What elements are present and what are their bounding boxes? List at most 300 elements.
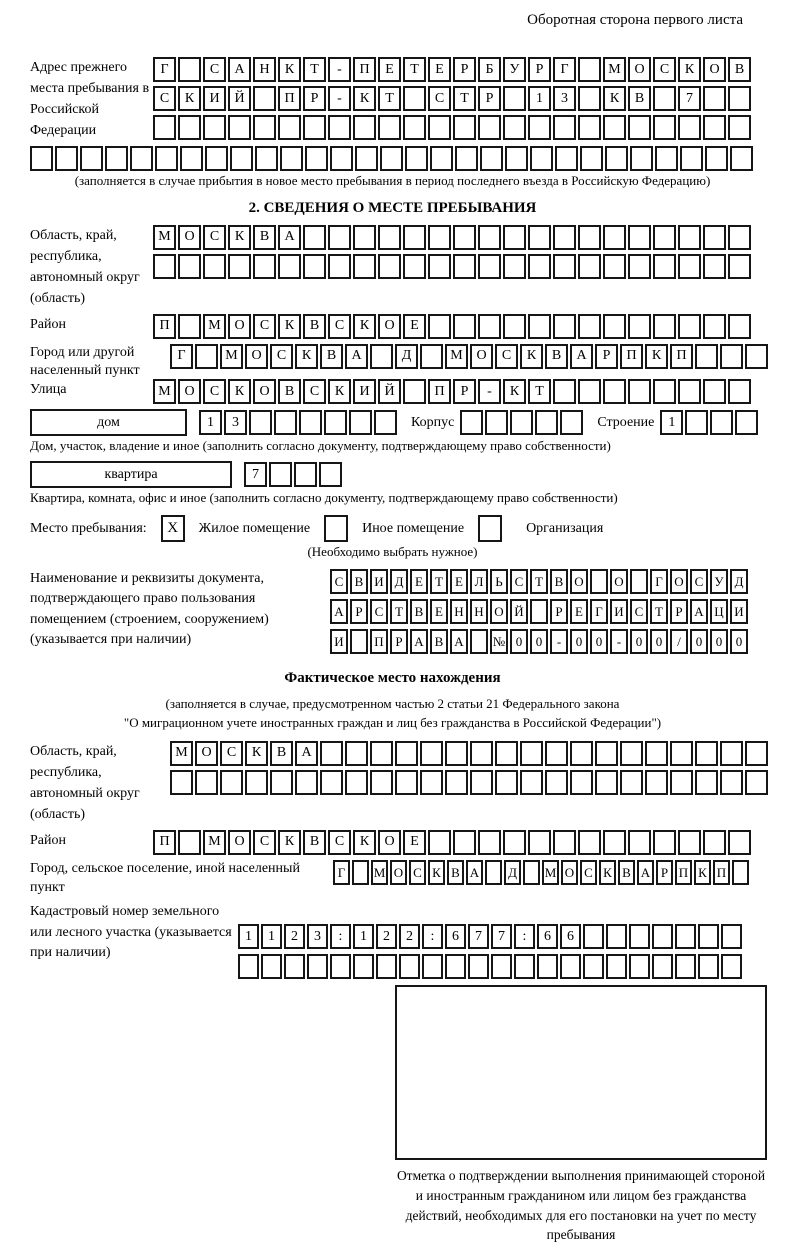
form-cell[interactable]	[303, 115, 326, 140]
form-cell[interactable]: А	[345, 344, 368, 369]
form-cell[interactable]: С	[330, 569, 348, 594]
form-cell[interactable]: О	[628, 57, 651, 82]
form-cell[interactable]: 1	[528, 86, 551, 111]
form-cell[interactable]: А	[228, 57, 251, 82]
form-cell[interactable]	[253, 86, 276, 111]
form-cell[interactable]: К	[353, 314, 376, 339]
form-cell[interactable]	[603, 830, 626, 855]
form-cell[interactable]	[220, 770, 243, 795]
form-cell[interactable]	[685, 410, 708, 435]
form-cell[interactable]	[274, 410, 297, 435]
form-cell[interactable]	[353, 954, 374, 979]
form-cell[interactable]	[478, 830, 501, 855]
form-cell[interactable]	[495, 741, 518, 766]
form-cell[interactable]: К	[278, 830, 301, 855]
form-cell[interactable]	[503, 225, 526, 250]
form-cell[interactable]: К	[678, 57, 701, 82]
form-cell[interactable]	[628, 115, 651, 140]
form-cell[interactable]: Г	[650, 569, 668, 594]
form-cell[interactable]: П	[278, 86, 301, 111]
form-cell[interactable]	[430, 146, 453, 171]
form-cell[interactable]: В	[410, 599, 428, 624]
form-cell[interactable]	[628, 225, 651, 250]
form-cell[interactable]	[583, 924, 604, 949]
form-cell[interactable]	[195, 344, 218, 369]
form-cell[interactable]	[328, 254, 351, 279]
form-cell[interactable]	[30, 146, 53, 171]
form-cell[interactable]: В	[350, 569, 368, 594]
form-cell[interactable]: К	[353, 830, 376, 855]
form-cell[interactable]	[230, 146, 253, 171]
form-cell[interactable]	[606, 954, 627, 979]
form-cell[interactable]	[324, 410, 347, 435]
form-cell[interactable]	[678, 225, 701, 250]
form-cell[interactable]	[503, 830, 526, 855]
form-cell[interactable]	[378, 115, 401, 140]
form-cell[interactable]	[695, 741, 718, 766]
form-cell[interactable]: С	[510, 569, 528, 594]
form-cell[interactable]	[261, 954, 282, 979]
form-cell[interactable]: 2	[399, 924, 420, 949]
form-cell[interactable]: К	[599, 860, 616, 885]
form-cell[interactable]	[255, 146, 278, 171]
form-cell[interactable]	[80, 146, 103, 171]
form-cell[interactable]	[319, 462, 342, 487]
form-cell[interactable]: 7	[678, 86, 701, 111]
form-cell[interactable]: К	[603, 86, 626, 111]
form-cell[interactable]	[678, 830, 701, 855]
form-cell[interactable]	[603, 225, 626, 250]
form-cell[interactable]	[728, 86, 751, 111]
form-cell[interactable]	[330, 146, 353, 171]
form-cell[interactable]	[698, 924, 719, 949]
form-cell[interactable]: В	[550, 569, 568, 594]
form-cell[interactable]: О	[561, 860, 578, 885]
form-cell[interactable]	[628, 379, 651, 404]
form-cell[interactable]: У	[710, 569, 728, 594]
form-cell[interactable]	[420, 770, 443, 795]
form-cell[interactable]: К	[503, 379, 526, 404]
form-cell[interactable]	[745, 741, 768, 766]
form-cell[interactable]: 1	[353, 924, 374, 949]
form-cell[interactable]: 0	[630, 629, 648, 654]
form-cell[interactable]: Н	[470, 599, 488, 624]
form-cell[interactable]: Е	[450, 569, 468, 594]
form-cell[interactable]	[455, 146, 478, 171]
form-cell[interactable]	[728, 254, 751, 279]
form-cell[interactable]: А	[278, 225, 301, 250]
form-cell[interactable]: К	[278, 314, 301, 339]
form-cell[interactable]	[370, 741, 393, 766]
form-cell[interactable]	[580, 146, 603, 171]
form-cell[interactable]	[320, 770, 343, 795]
form-cell[interactable]	[528, 254, 551, 279]
form-cell[interactable]	[745, 344, 768, 369]
form-cell[interactable]: -	[478, 379, 501, 404]
form-cell[interactable]: -	[610, 629, 628, 654]
form-cell[interactable]: Н	[450, 599, 468, 624]
form-cell[interactable]	[578, 254, 601, 279]
form-cell[interactable]	[653, 225, 676, 250]
form-cell[interactable]	[245, 770, 268, 795]
form-cell[interactable]	[503, 86, 526, 111]
form-cell[interactable]	[728, 225, 751, 250]
form-cell[interactable]	[675, 924, 696, 949]
form-cell[interactable]	[520, 770, 543, 795]
form-cell[interactable]: Ц	[710, 599, 728, 624]
form-cell[interactable]: П	[153, 314, 176, 339]
form-cell[interactable]	[345, 770, 368, 795]
form-cell[interactable]	[503, 115, 526, 140]
form-cell[interactable]	[320, 741, 343, 766]
form-cell[interactable]	[620, 770, 643, 795]
form-cell[interactable]: П	[428, 379, 451, 404]
form-cell[interactable]	[578, 86, 601, 111]
form-cell[interactable]	[628, 830, 651, 855]
form-cell[interactable]	[670, 741, 693, 766]
form-cell[interactable]: /	[670, 629, 688, 654]
form-cell[interactable]	[328, 115, 351, 140]
form-cell[interactable]: С	[370, 599, 388, 624]
form-cell[interactable]	[55, 146, 78, 171]
form-cell[interactable]: С	[580, 860, 597, 885]
form-cell[interactable]: Т	[403, 57, 426, 82]
form-cell[interactable]	[478, 225, 501, 250]
form-cell[interactable]	[603, 379, 626, 404]
form-cell[interactable]	[553, 379, 576, 404]
form-cell[interactable]	[453, 115, 476, 140]
form-cell[interactable]	[560, 954, 581, 979]
form-cell[interactable]	[606, 924, 627, 949]
form-cell[interactable]: М	[371, 860, 388, 885]
form-cell[interactable]	[720, 741, 743, 766]
form-cell[interactable]: И	[203, 86, 226, 111]
form-cell[interactable]	[428, 225, 451, 250]
form-cell[interactable]: 0	[730, 629, 748, 654]
form-cell[interactable]: О	[470, 344, 493, 369]
form-cell[interactable]	[403, 225, 426, 250]
form-cell[interactable]: Р	[303, 86, 326, 111]
form-cell[interactable]	[205, 146, 228, 171]
form-cell[interactable]: А	[690, 599, 708, 624]
form-cell[interactable]: Н	[253, 57, 276, 82]
form-cell[interactable]: Р	[656, 860, 673, 885]
form-cell[interactable]: В	[320, 344, 343, 369]
form-cell[interactable]: 3	[307, 924, 328, 949]
form-cell[interactable]	[195, 770, 218, 795]
form-cell[interactable]: С	[428, 86, 451, 111]
form-cell[interactable]	[628, 314, 651, 339]
form-cell[interactable]	[728, 379, 751, 404]
form-cell[interactable]	[468, 954, 489, 979]
form-cell[interactable]	[678, 379, 701, 404]
form-cell[interactable]: О	[390, 860, 407, 885]
form-cell[interactable]: О	[610, 569, 628, 594]
form-cell[interactable]	[478, 314, 501, 339]
form-cell[interactable]: К	[295, 344, 318, 369]
form-cell[interactable]: О	[178, 225, 201, 250]
checkbox-organization[interactable]	[478, 515, 502, 542]
form-cell[interactable]	[703, 115, 726, 140]
form-cell[interactable]: Д	[390, 569, 408, 594]
checkbox-other-premises[interactable]	[324, 515, 348, 542]
form-cell[interactable]: -	[328, 86, 351, 111]
form-cell[interactable]	[703, 830, 726, 855]
form-cell[interactable]: К	[328, 379, 351, 404]
form-cell[interactable]: Г	[170, 344, 193, 369]
form-cell[interactable]: Р	[550, 599, 568, 624]
form-cell[interactable]: 2	[284, 924, 305, 949]
form-cell[interactable]: К	[228, 225, 251, 250]
form-cell[interactable]	[710, 410, 733, 435]
form-cell[interactable]	[280, 146, 303, 171]
form-cell[interactable]	[353, 115, 376, 140]
form-cell[interactable]	[528, 115, 551, 140]
form-cell[interactable]	[478, 254, 501, 279]
form-cell[interactable]	[253, 254, 276, 279]
form-cell[interactable]: А	[295, 741, 318, 766]
form-cell[interactable]	[153, 254, 176, 279]
form-cell[interactable]: -	[550, 629, 568, 654]
form-cell[interactable]	[675, 954, 696, 979]
form-cell[interactable]	[503, 254, 526, 279]
form-cell[interactable]	[603, 254, 626, 279]
form-cell[interactable]	[420, 741, 443, 766]
form-cell[interactable]: 0	[650, 629, 668, 654]
form-cell[interactable]	[299, 410, 322, 435]
form-cell[interactable]: 1	[660, 410, 683, 435]
form-cell[interactable]	[730, 146, 753, 171]
form-cell[interactable]	[355, 146, 378, 171]
form-cell[interactable]: А	[570, 344, 593, 369]
form-cell[interactable]	[735, 410, 758, 435]
checkbox-residential[interactable]: X	[161, 515, 185, 542]
form-cell[interactable]	[374, 410, 397, 435]
form-cell[interactable]: С	[220, 741, 243, 766]
form-cell[interactable]: И	[370, 569, 388, 594]
form-cell[interactable]: П	[370, 629, 388, 654]
form-cell[interactable]	[553, 830, 576, 855]
form-cell[interactable]: В	[447, 860, 464, 885]
form-cell[interactable]: Р	[670, 599, 688, 624]
form-cell[interactable]: 0	[710, 629, 728, 654]
form-cell[interactable]	[703, 314, 726, 339]
form-cell[interactable]: К	[245, 741, 268, 766]
form-cell[interactable]	[653, 254, 676, 279]
form-cell[interactable]	[294, 462, 317, 487]
form-cell[interactable]	[595, 741, 618, 766]
form-cell[interactable]	[395, 770, 418, 795]
form-cell[interactable]: К	[228, 379, 251, 404]
form-cell[interactable]: Т	[530, 569, 548, 594]
form-cell[interactable]: С	[153, 86, 176, 111]
form-cell[interactable]	[445, 954, 466, 979]
form-cell[interactable]	[653, 830, 676, 855]
form-cell[interactable]: О	[228, 830, 251, 855]
form-cell[interactable]: В	[430, 629, 448, 654]
form-cell[interactable]	[545, 770, 568, 795]
form-cell[interactable]: О	[490, 599, 508, 624]
form-cell[interactable]: О	[178, 379, 201, 404]
form-cell[interactable]: К	[278, 57, 301, 82]
form-cell[interactable]: О	[245, 344, 268, 369]
form-cell[interactable]: Р	[453, 57, 476, 82]
form-cell[interactable]	[705, 146, 728, 171]
form-cell[interactable]: М	[542, 860, 559, 885]
form-cell[interactable]	[721, 954, 742, 979]
form-cell[interactable]	[629, 954, 650, 979]
form-cell[interactable]	[345, 741, 368, 766]
form-cell[interactable]: Д	[395, 344, 418, 369]
form-cell[interactable]: Р	[390, 629, 408, 654]
form-cell[interactable]	[284, 954, 305, 979]
form-cell[interactable]	[399, 954, 420, 979]
form-cell[interactable]	[510, 410, 533, 435]
form-cell[interactable]: -	[328, 57, 351, 82]
form-cell[interactable]	[491, 954, 512, 979]
form-cell[interactable]	[553, 314, 576, 339]
form-cell[interactable]	[583, 954, 604, 979]
form-cell[interactable]	[620, 741, 643, 766]
form-cell[interactable]: В	[545, 344, 568, 369]
form-cell[interactable]	[405, 146, 428, 171]
form-cell[interactable]	[238, 954, 259, 979]
form-cell[interactable]	[470, 741, 493, 766]
form-cell[interactable]	[505, 146, 528, 171]
form-cell[interactable]	[428, 314, 451, 339]
form-cell[interactable]	[560, 410, 583, 435]
form-cell[interactable]: С	[630, 599, 648, 624]
form-cell[interactable]	[428, 254, 451, 279]
form-cell[interactable]	[403, 86, 426, 111]
form-cell[interactable]	[105, 146, 128, 171]
form-cell[interactable]	[376, 954, 397, 979]
form-cell[interactable]	[249, 410, 272, 435]
form-cell[interactable]	[703, 225, 726, 250]
form-cell[interactable]: Р	[595, 344, 618, 369]
form-cell[interactable]	[203, 115, 226, 140]
form-cell[interactable]: А	[410, 629, 428, 654]
form-cell[interactable]	[703, 254, 726, 279]
form-cell[interactable]: :	[330, 924, 351, 949]
form-cell[interactable]	[630, 146, 653, 171]
form-cell[interactable]	[453, 830, 476, 855]
form-cell[interactable]	[703, 379, 726, 404]
form-cell[interactable]: Т	[650, 599, 668, 624]
form-cell[interactable]	[678, 115, 701, 140]
form-cell[interactable]	[303, 225, 326, 250]
form-cell[interactable]: №	[490, 629, 508, 654]
form-cell[interactable]	[530, 599, 548, 624]
form-cell[interactable]	[680, 146, 703, 171]
form-cell[interactable]: Р	[453, 379, 476, 404]
form-cell[interactable]	[732, 860, 749, 885]
form-cell[interactable]: О	[570, 569, 588, 594]
form-cell[interactable]: С	[203, 379, 226, 404]
form-cell[interactable]: Г	[153, 57, 176, 82]
form-cell[interactable]	[203, 254, 226, 279]
form-cell[interactable]: В	[278, 379, 301, 404]
form-cell[interactable]	[603, 115, 626, 140]
form-cell[interactable]	[178, 830, 201, 855]
form-cell[interactable]	[703, 86, 726, 111]
form-cell[interactable]: К	[353, 86, 376, 111]
form-cell[interactable]	[678, 254, 701, 279]
form-cell[interactable]	[535, 410, 558, 435]
form-cell[interactable]	[295, 770, 318, 795]
form-cell[interactable]	[503, 314, 526, 339]
form-cell[interactable]	[578, 57, 601, 82]
form-cell[interactable]	[523, 860, 540, 885]
form-cell[interactable]: С	[495, 344, 518, 369]
form-cell[interactable]	[578, 225, 601, 250]
form-cell[interactable]: Е	[428, 57, 451, 82]
form-cell[interactable]	[653, 86, 676, 111]
form-cell[interactable]: М	[203, 314, 226, 339]
form-cell[interactable]	[555, 146, 578, 171]
form-cell[interactable]	[228, 254, 251, 279]
form-cell[interactable]: С	[270, 344, 293, 369]
form-cell[interactable]: Й	[510, 599, 528, 624]
form-cell[interactable]: Р	[528, 57, 551, 82]
form-cell[interactable]	[352, 860, 369, 885]
form-cell[interactable]: М	[203, 830, 226, 855]
form-cell[interactable]	[695, 344, 718, 369]
form-cell[interactable]: Т	[453, 86, 476, 111]
form-cell[interactable]: М	[220, 344, 243, 369]
form-cell[interactable]	[370, 770, 393, 795]
form-cell[interactable]	[269, 462, 292, 487]
form-cell[interactable]	[630, 569, 648, 594]
form-cell[interactable]	[553, 225, 576, 250]
form-cell[interactable]: Й	[378, 379, 401, 404]
form-cell[interactable]: К	[178, 86, 201, 111]
form-cell[interactable]: М	[170, 741, 193, 766]
form-cell[interactable]	[728, 115, 751, 140]
form-cell[interactable]: Т	[303, 57, 326, 82]
form-cell[interactable]	[745, 770, 768, 795]
form-cell[interactable]: :	[422, 924, 443, 949]
form-cell[interactable]	[629, 924, 650, 949]
form-cell[interactable]	[655, 146, 678, 171]
form-cell[interactable]: О	[195, 741, 218, 766]
form-cell[interactable]	[370, 344, 393, 369]
form-cell[interactable]: 0	[690, 629, 708, 654]
form-cell[interactable]: С	[253, 830, 276, 855]
form-cell[interactable]: Т	[430, 569, 448, 594]
form-cell[interactable]	[603, 314, 626, 339]
form-cell[interactable]: 7	[244, 462, 267, 487]
form-cell[interactable]	[720, 770, 743, 795]
form-cell[interactable]	[153, 115, 176, 140]
form-cell[interactable]	[178, 314, 201, 339]
form-cell[interactable]	[570, 741, 593, 766]
form-cell[interactable]: :	[514, 924, 535, 949]
form-cell[interactable]: К	[520, 344, 543, 369]
form-cell[interactable]: Е	[378, 57, 401, 82]
form-cell[interactable]: Р	[350, 599, 368, 624]
form-cell[interactable]	[378, 254, 401, 279]
form-cell[interactable]	[178, 57, 201, 82]
form-cell[interactable]: С	[253, 314, 276, 339]
form-cell[interactable]	[485, 860, 502, 885]
form-cell[interactable]: И	[610, 599, 628, 624]
form-cell[interactable]: В	[303, 314, 326, 339]
form-cell[interactable]	[420, 344, 443, 369]
form-cell[interactable]	[578, 314, 601, 339]
form-cell[interactable]	[478, 115, 501, 140]
form-cell[interactable]	[303, 254, 326, 279]
